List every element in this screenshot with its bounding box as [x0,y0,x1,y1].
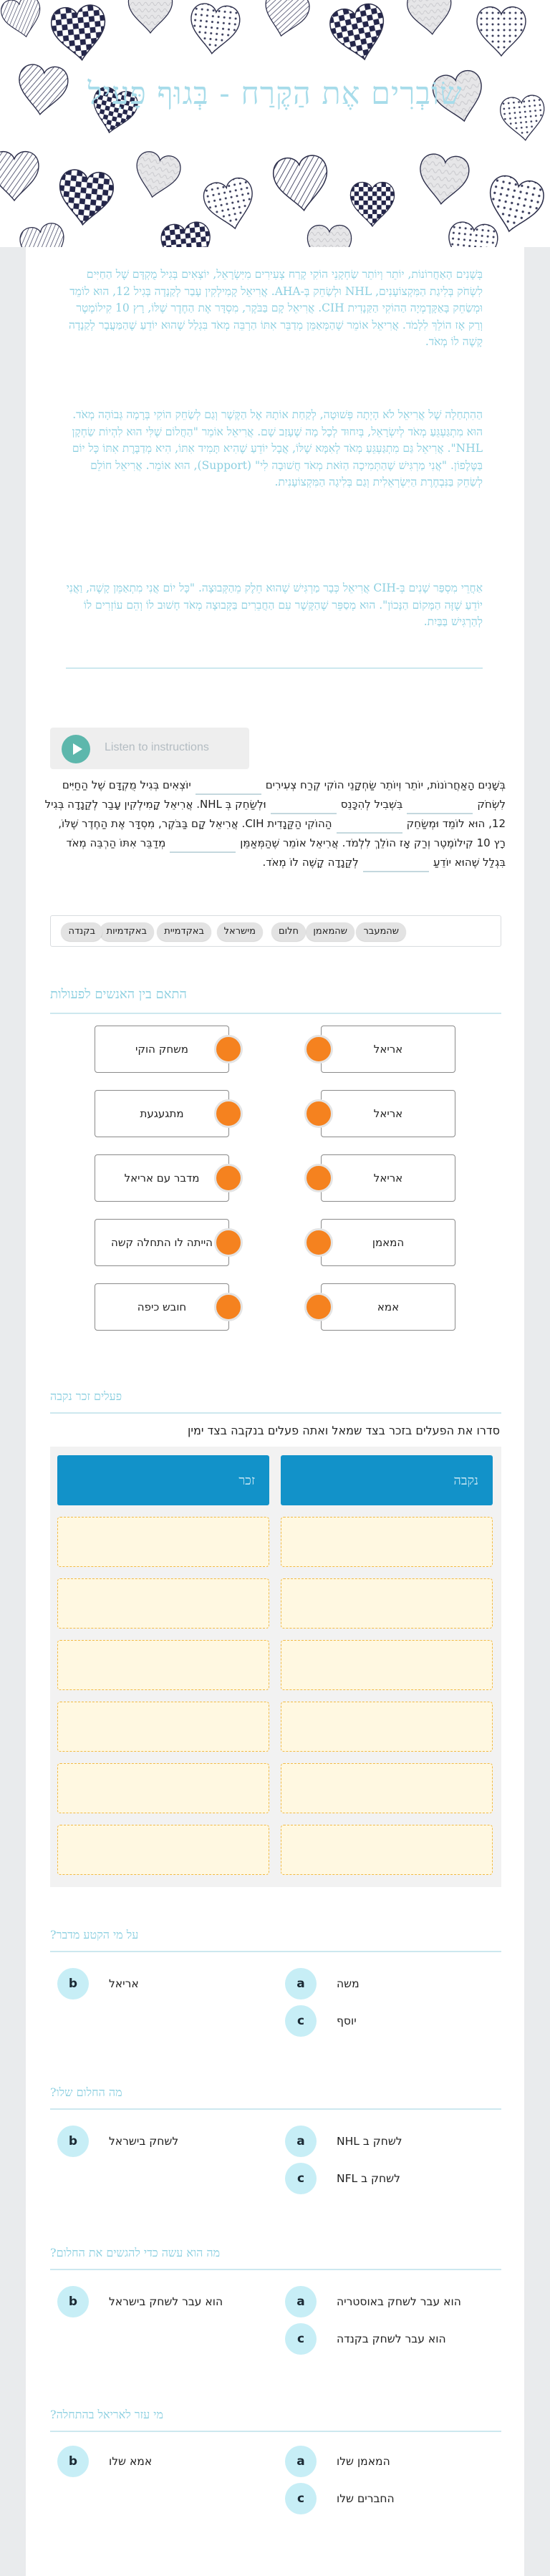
word-chip[interactable]: באקדמיות [100,922,154,941]
audio-player[interactable] [50,728,249,769]
option-letter-badge[interactable]: c [285,2483,317,2514]
option-text: אמא שלו [109,2455,153,2468]
question-title: על מי הקטע מדבר? [50,1928,139,1941]
heart-icon [0,152,39,201]
section-divider [50,2269,501,2270]
option-text: משה [337,1977,360,1990]
match-connector-dot[interactable] [304,1164,333,1192]
word-chip[interactable]: בקנדה [61,922,102,941]
sort-board [50,1447,501,1887]
drop-slot[interactable] [281,1640,493,1690]
match-connector-dot[interactable] [214,1035,243,1063]
drop-slot[interactable] [281,1517,493,1567]
match-connector-dot[interactable] [214,1228,243,1257]
audio-label: Listen to instructions [105,741,209,753]
answer-option[interactable] [285,1967,478,2000]
option-text: החברים שלו [337,2492,395,2505]
heart-icon [50,4,109,63]
option-letter-badge[interactable]: a [285,2126,317,2157]
option-text: יוסף [337,2015,357,2027]
answer-option[interactable] [285,2285,478,2318]
heart-icon [260,0,312,41]
option-text: לשחק ב NHL [337,2135,402,2148]
drop-slot[interactable] [57,1702,269,1752]
female-column-header: נקבה [281,1455,493,1505]
question-title: מה החלום שלו? [50,2085,122,2099]
heart-icon [272,154,331,213]
match-item-right[interactable]: חובש כיפה [95,1283,229,1331]
answer-option[interactable] [285,2005,478,2037]
answer-option[interactable] [285,2445,478,2478]
drop-slot[interactable] [57,1578,269,1629]
fill-segment: וּלְשַׂחֵק בְּ NHL. אֲרִיאֵל קָמִילְקִין עָבַר לְקַנָדָה בְּגִיל 12, הוּא לוֹמֵד וּמְשַׂחֵק [44,798,506,830]
word-chip[interactable]: שהמעבר [356,922,406,941]
heart-icon [327,1,391,65]
option-letter-badge[interactable]: a [285,2446,317,2477]
fill-in-paragraph [44,776,506,872]
heart-icon [201,175,259,233]
drop-slot[interactable] [57,1763,269,1813]
heart-icon [56,168,115,228]
heart-icon [417,153,471,206]
question-title: מי עזר לאריאל בהתחלה? [50,2408,163,2421]
option-letter-badge[interactable]: c [285,2163,317,2194]
fill-segment: לְקַנָדָה קָשֶׁה לוֹ מְאֹד. [262,856,359,869]
match-connector-dot[interactable] [304,1099,333,1128]
drop-slot[interactable] [281,1578,493,1629]
drop-slot[interactable] [281,1825,493,1875]
match-connector-dot[interactable] [214,1293,243,1321]
answer-option[interactable] [285,2482,478,2515]
option-letter-badge[interactable]: a [285,2286,317,2317]
heart-icon [18,221,70,247]
section-divider [50,2431,501,2432]
answer-option[interactable] [285,2322,478,2355]
matching-title: התאם בין האנשים לפעולות [50,987,187,1002]
sort-instruction: סדרו את הפעלים בזכר בצד שמאל ואתה פעלים בנקבה בצד ימין [188,1424,500,1437]
option-text: לשחק ב NFL [337,2172,400,2185]
hearts-pattern [0,0,550,247]
fill-segment: מְדַבֵּר אִתּוֹ הַרְבֵּה מְאֹד בִּגְלַל שֶׁהוּא יוֹדֵעַ [66,836,506,869]
match-connector-dot[interactable] [304,1228,333,1257]
heart-icon [188,2,241,56]
intro-paragraph-2: הַהִתְחַלָה שֶׁל אֲרִיאֵל לֹא הָיְתָה פְּשׁוּטָה, לְקַחַת אוֹתָהּ אֶל הַקֶּשֶׁר וְגַם לְשַׂחֵק הוֹקִי בְּרָמָה גְּבוֹהָה מְאֹד. הוּא מִתְגַּעְגֵּעַ מְאֹד לְיִשְׂרָאֵל, בְּיִחוּד לְכָל מָה שֶׁעָזַב שָׁם. אֲרִיאֵל אוֹמֵר "הַחֲלוֹם שֶׁלִּי הוּא לִהְיוֹת שַׂחְקָן NHL". אֲרִיאֵל גַּם מִתְגַּעְגֵּעַ מְאֹד לְאִמָּא שֶׁלּוֹ, אֲבָל יוֹדֵעַ שֶׁהִיא תָּמִיד אִתּוֹ, הִיא מְדַבֶּרֶת אִתּוֹ כָּל יוֹם בַּטֶּלֶפוֹן. "אֲנִי מַרְגִּישׁ שֶׁהַתְּמִיכָה הַזֹּאת מְאֹד חֲשׁוּבָה לִי" (Support), הוּא אוֹמֵר. אֲרִיאֵל חוֹלֵם לְשַׂחֵק בַּנִּבְחֶרֶת הַיִּשְׂרְאֵלִית וְגַם בְּלִיגָה הַמִּקְצוֹעָנִית. [72,408,483,488]
section-divider [50,1412,501,1414]
heart-icon [499,94,547,143]
match-item-left[interactable]: אריאל [321,1090,455,1137]
option-text: הוא עבר לשחק בקנדה [337,2333,446,2345]
answer-option[interactable] [57,2125,251,2158]
option-text: הוא עבר לשחק בישראל [109,2295,223,2308]
option-letter-badge[interactable]: c [285,2005,317,2037]
blank-input[interactable] [170,841,236,853]
drop-slot[interactable] [57,1517,269,1567]
match-item-right[interactable]: מתגעגעת [95,1090,229,1137]
section-divider [50,2108,501,2110]
blank-input[interactable] [337,822,402,834]
question-title: מה הוא עשה כדי להגשים את החלום? [50,2246,221,2259]
male-column-header: זכר [57,1455,269,1505]
blank-input[interactable] [271,803,337,814]
drop-slot[interactable] [281,1763,493,1813]
option-text: אריאל [109,1977,139,1990]
intro-paragraph-1: בְּשָׁנִים הָאַחֲרוֹנוֹת, יוֹתֵר וְיוֹתֵר שַׂחְקָנֵי הוֹקִי קֶרַח צְעִירִים מִיִּשְׂרָאֵל, יוֹצְאִים בְּגִיל מֻקְדָּם שֶׁל הַחַיִּים לִשְׂחֹק בְּלִיגַת הַמִּקְצוֹעָנִים, NHL וּלְשַׂחֵק בְּ-AHA. אֲרִיאֵל קָמִילְקִין עָבַר לְקַנָדָה בְּגִיל 12, הוּא לוֹמֵד וּמְשַׂחֵק בָּאַקָּדֶמְיָה הַהוֹקִי הַקַּנָדִית CIH. אֲרִיאֵל קָם בַּבֹּקֶר, מִסְדָּר אֶת הַחֶדֶר שֶׁלּוֹ, רָץ 10 קִילוֹמֶטֶר וְרַק אָז הוֹלֵךְ לִלְמֹד. אֲרִיאֵל אוֹמֵר שֶׁהַמְּאַמֵּן מְדַבֵּר אִתּוֹ הַרְבֵּה מְאֹד בִּגְלַל שֶׁהוּא יוֹדֵעַ שֶׁהַמַּעֲבָר לְקַנָדָה קָשֶׁה לוֹ מְאֹד. [68,268,483,348]
section-divider [50,1951,501,1952]
fill-segment: הַהוֹקִי הַקַּנָדִית CIH. אֲרִיאֵל קָם בַּבֹּקֶר, מִסְדָּר אֶת הַחֶדֶר שֶׁלּוֹ, רָץ 10 קִילוֹמֶטֶר וְרַק אָז הוֹלֵךְ לִלְמֹד. אֲרִיאֵל אוֹמֵר שֶׁהַמְּאַמֵּן [58,817,506,849]
drop-slot[interactable] [281,1702,493,1752]
option-text: לשחק בישראל [109,2135,179,2148]
match-item-right[interactable]: משחק הוקי [95,1026,229,1073]
blank-input[interactable] [363,861,429,872]
match-item-left[interactable]: אריאל [321,1026,455,1073]
match-connector-dot[interactable] [214,1164,243,1192]
hero-banner [0,0,550,247]
option-letter-badge[interactable]: b [57,2126,89,2157]
match-connector-dot[interactable] [304,1035,333,1063]
match-item-left[interactable]: אריאל [321,1154,455,1202]
answer-option[interactable] [57,2445,251,2478]
sort-title: פעלים זכר נקבה [50,1389,122,1403]
intro-paragraph-3: אַחֲרֵי מִסְפַּר שָׁנִים בְּ-CIH אֲרִיאֵל כְּבָר מַרְגִּישׁ שֶׁהוּא חֵלֶק מֵהַקְּבוּצָה. "כָּל יוֹם אֲנִי מִתְאַמֵּן קָשֶׁה, וַאֲנִי יוֹדֵעַ שֶׁזֶּה הַמָּקוֹם הַנָּכוֹן". הוּא מְסַפֵּר שֶׁהַקֶּשֶׁר עִם הַחֲבֵרִים בַּקְּבוּצָה מְאֹד חָשׁוּב לוֹ וְהֵם עוֹזְרִים לוֹ לְהַרְגִּישׁ בַּבַּיִת. [66,582,483,628]
word-bank [50,915,501,947]
match-item-right[interactable]: הייתה לו התחלה קשה [95,1219,229,1266]
match-item-left[interactable]: אמא [321,1283,455,1331]
drop-slot[interactable] [57,1640,269,1690]
word-chip[interactable]: חלום [271,922,306,941]
option-letter-badge[interactable]: c [285,2323,317,2355]
option-letter-badge[interactable]: b [57,2286,89,2317]
match-item-left[interactable]: המאמן [321,1219,455,1266]
heart-icon [0,0,45,41]
fill-segment: בִּשְׁבִיל לְהִכָּנֵס [340,798,403,811]
option-letter-badge[interactable]: b [57,1968,89,1999]
option-letter-badge[interactable]: b [57,2446,89,2477]
word-chip[interactable]: שהמאמן [306,922,354,941]
heart-icon [160,221,213,247]
answer-option[interactable] [285,2162,478,2195]
option-letter-badge[interactable]: a [285,1968,317,1999]
option-text: המאמן שלו [337,2455,390,2468]
match-connector-dot[interactable] [304,1293,333,1321]
option-text: הוא עבר לשחק באוסטריה [337,2295,461,2308]
heart-icon [477,7,526,56]
play-icon[interactable] [62,735,90,763]
heart-icon [128,0,172,33]
section-divider [66,667,483,669]
answer-option[interactable] [57,1967,251,2000]
drop-slot[interactable] [57,1825,269,1875]
answer-option[interactable] [57,2285,251,2318]
blank-input[interactable] [407,803,473,814]
page-title: שׂוֹבְרִים אֶת הַקֶּרַח - בְּגוּף פָּעִיל [87,76,463,112]
fill-segment: בְּשָׁנִים הָאַחֲרוֹנוֹת, יוֹתֵר וְיוֹתֵר שַׂחְקָנֵי הוֹקִי קֶרַח צְעִירִים [265,778,506,791]
heart-icon [307,225,351,247]
heart-icon [131,150,183,202]
heart-icon [350,182,394,226]
word-chip[interactable]: באקדמיית [157,922,211,941]
match-item-right[interactable]: מדבר עם אריאל [95,1154,229,1202]
fill-segment: יוֹצְאִים בְּגִיל מֻקְדָּם שֶׁל הַחַיִּים לִשְׂחֹק [62,778,506,811]
heart-icon [445,221,499,247]
answer-option[interactable] [285,2125,478,2158]
match-connector-dot[interactable] [214,1099,243,1128]
blank-input[interactable] [196,783,261,795]
section-divider [50,1013,501,1014]
heart-icon [406,0,454,37]
word-chip[interactable]: מישראל [217,922,263,941]
